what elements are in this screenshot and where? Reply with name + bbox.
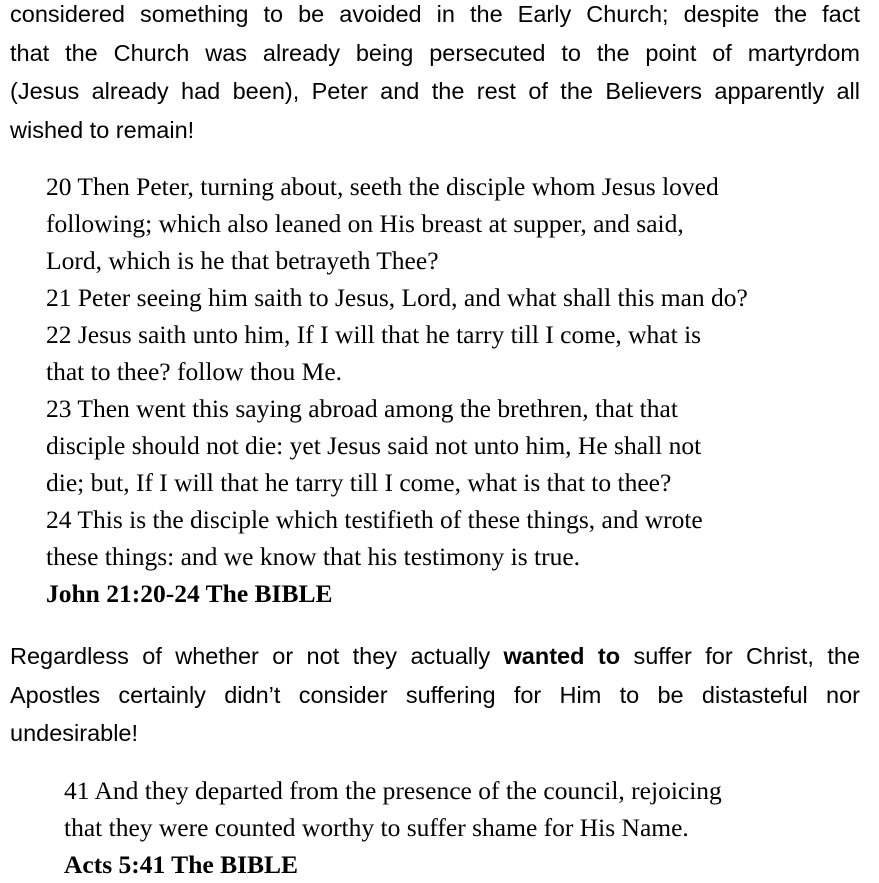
paragraph-line: that the Church was already being persecuted to the point of martyrdom — [10, 39, 860, 66]
verse-line: 22 Jesus saith unto him, If I will that he tarry till I come, what is — [46, 320, 702, 349]
verse-line: Lord, which is he that betrayeth Thee? — [46, 246, 439, 275]
verse-line: 23 Then went this saying abroad among the brethren, that that — [46, 394, 678, 423]
verse-line: these things: and we know that his testimony is true. — [46, 542, 581, 571]
paragraph-line: Apostles certainly didn’t consider suffering for Him to be distasteful nor — [10, 681, 860, 708]
verse-line: following; which also leaned on His breast at supper, and said, — [46, 209, 684, 238]
paragraph-line: (Jesus already had been), Peter and the rest of the Believers apparently all — [10, 78, 860, 105]
paragraph-line — [10, 637, 860, 676]
intro-paragraph — [10, 0, 860, 149]
verse-line: 24 This is the disciple which testifieth of these things, and wrote — [46, 505, 703, 534]
verse-line: 20 Then Peter, turning about, seeth the disciple whom Jesus loved — [46, 172, 719, 201]
verse-line: that to thee? follow thou Me. — [46, 357, 343, 386]
body-paragraph — [10, 637, 860, 753]
verse-line: 21 Peter seeing him saith to Jesus, Lord, and what shall this man do? — [46, 283, 748, 312]
paragraph-line: wished to remain! — [10, 116, 195, 143]
paragraph-line: undesirable! — [10, 720, 139, 747]
verse-line: 41 And they departed from the presence of the council, rejoicing — [64, 776, 722, 805]
scripture-citation: Acts 5:41 The BIBLE — [64, 850, 299, 879]
paragraph-text: suffer for Christ, the — [620, 643, 861, 669]
verse-line: disciple should not die: yet Jesus said not unto him, He shall not — [46, 431, 702, 460]
paragraph-line: considered something to be avoided in the Early Church; despite the fact — [10, 1, 860, 27]
verse-line: that they were counted worthy to suffer shame for His Name. — [64, 813, 689, 842]
scripture-quote-john — [46, 168, 748, 612]
paragraph-text: Regardless of whether or not they actually — [10, 643, 504, 669]
scripture-quote-acts — [64, 772, 722, 883]
scripture-citation: John 21:20-24 The BIBLE — [46, 579, 333, 608]
emphasis-text: wanted to — [503, 643, 621, 669]
verse-line: die; but, If I will that he tarry till I come, what is that to thee? — [46, 468, 672, 497]
